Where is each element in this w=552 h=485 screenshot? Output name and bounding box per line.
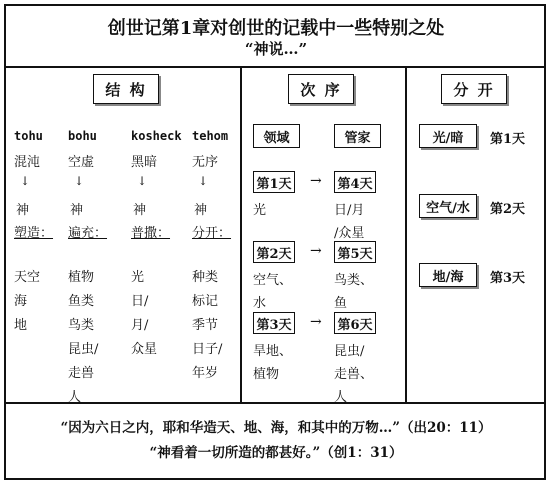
structure-result: 日/ bbox=[131, 294, 149, 309]
structure-result: 人 bbox=[68, 390, 82, 405]
sequence-header: 次 序 bbox=[288, 74, 354, 104]
right-arrow-icon: → bbox=[310, 314, 322, 330]
separation-label: 地/海 bbox=[419, 263, 477, 287]
down-arrow-icon: ↓ bbox=[198, 174, 209, 188]
structure-word: tohu bbox=[14, 129, 43, 143]
sequence-left-item: 光 bbox=[253, 203, 267, 218]
structure-result: 鸟类 bbox=[68, 318, 95, 333]
structure-result: 地 bbox=[14, 318, 28, 333]
sequence-left-day: 第2天 bbox=[253, 241, 295, 263]
structure-result: 标记 bbox=[192, 294, 219, 309]
right-arrow-icon: → bbox=[310, 243, 322, 259]
sequence-left-item: 旱地、 bbox=[253, 344, 293, 359]
sequence-right-item: 走兽、 bbox=[334, 367, 374, 382]
structure-word: tehom bbox=[192, 129, 229, 143]
structure-result: 种类 bbox=[192, 270, 219, 285]
diagram-title: 创世记第1章对创世的记载中一些特别之处 bbox=[107, 18, 445, 39]
structure-word: bohu bbox=[68, 129, 97, 143]
structure-action: 普撒： bbox=[131, 226, 171, 241]
sequence-right-day: 第5天 bbox=[334, 241, 376, 263]
sequence-left-item: 植物 bbox=[253, 367, 280, 382]
structure-result: 日子/ bbox=[192, 342, 223, 357]
sequence-right-day: 第4天 bbox=[334, 171, 376, 193]
sequence-right-item: 人 bbox=[334, 390, 348, 405]
diagram-subtitle: “神说…” bbox=[244, 40, 308, 58]
footer-quote-genesis: “神看着一切所造的都甚好。”（创1：31） bbox=[149, 445, 403, 461]
separation-label: 空气/水 bbox=[419, 194, 477, 218]
footer-divider bbox=[4, 402, 546, 404]
structure-header: 结 构 bbox=[93, 74, 159, 104]
structure-result: 季节 bbox=[192, 318, 219, 333]
structure-meaning: 无序 bbox=[192, 155, 219, 170]
structure-result: 众星 bbox=[131, 342, 158, 357]
structure-result: 海 bbox=[14, 294, 28, 309]
down-arrow-icon: ↓ bbox=[74, 174, 85, 188]
structure-result: 鱼类 bbox=[68, 294, 95, 309]
structure-result: 昆虫/ bbox=[68, 342, 99, 357]
sequence-right-item: /众星 bbox=[334, 226, 365, 241]
sequence-domain-label: 领域 bbox=[253, 124, 300, 148]
structure-result: 月/ bbox=[131, 318, 149, 333]
right-arrow-icon: → bbox=[310, 173, 322, 189]
structure-agent: 神 bbox=[70, 203, 84, 218]
structure-meaning: 黑暗 bbox=[131, 155, 158, 170]
sequence-steward-label: 管家 bbox=[334, 124, 381, 148]
sequence-left-item: 空气、 bbox=[253, 273, 293, 288]
structure-meaning: 空虚 bbox=[68, 155, 95, 170]
structure-action: 塑造： bbox=[14, 226, 54, 241]
sequence-right-day: 第6天 bbox=[334, 312, 376, 334]
sequence-left-day: 第1天 bbox=[253, 171, 295, 193]
sequence-right-item: 鸟类、 bbox=[334, 273, 374, 288]
structure-agent: 神 bbox=[194, 203, 208, 218]
structure-result: 年岁 bbox=[192, 366, 219, 381]
header-divider bbox=[4, 66, 546, 68]
separation-day: 第2天 bbox=[490, 202, 526, 217]
down-arrow-icon: ↓ bbox=[20, 174, 31, 188]
structure-action: 遍充： bbox=[68, 226, 108, 241]
structure-result: 植物 bbox=[68, 270, 95, 285]
structure-meaning: 混沌 bbox=[14, 155, 41, 170]
structure-agent: 神 bbox=[16, 203, 30, 218]
down-arrow-icon: ↓ bbox=[137, 174, 148, 188]
sequence-left-item: 水 bbox=[253, 296, 267, 311]
sequence-right-item: 日/月 bbox=[334, 203, 365, 218]
separation-day: 第1天 bbox=[490, 132, 526, 147]
sequence-left-day: 第3天 bbox=[253, 312, 295, 334]
column-divider-2 bbox=[405, 66, 407, 403]
column-divider-1 bbox=[240, 66, 242, 403]
structure-word: kosheck bbox=[131, 129, 182, 143]
separation-header: 分 开 bbox=[441, 74, 507, 104]
structure-agent: 神 bbox=[133, 203, 147, 218]
structure-result: 光 bbox=[131, 270, 145, 285]
structure-result: 天空 bbox=[14, 270, 41, 285]
structure-result: 走兽 bbox=[68, 366, 95, 381]
footer-quote-exodus: “因为六日之内，耶和华造天、地、海，和其中的万物…”（出20：11） bbox=[60, 420, 492, 436]
structure-action: 分开： bbox=[192, 226, 232, 241]
sequence-right-item: 鱼 bbox=[334, 296, 348, 311]
separation-day: 第3天 bbox=[490, 271, 526, 286]
sequence-right-item: 昆虫/ bbox=[334, 344, 365, 359]
separation-label: 光/暗 bbox=[419, 124, 477, 148]
